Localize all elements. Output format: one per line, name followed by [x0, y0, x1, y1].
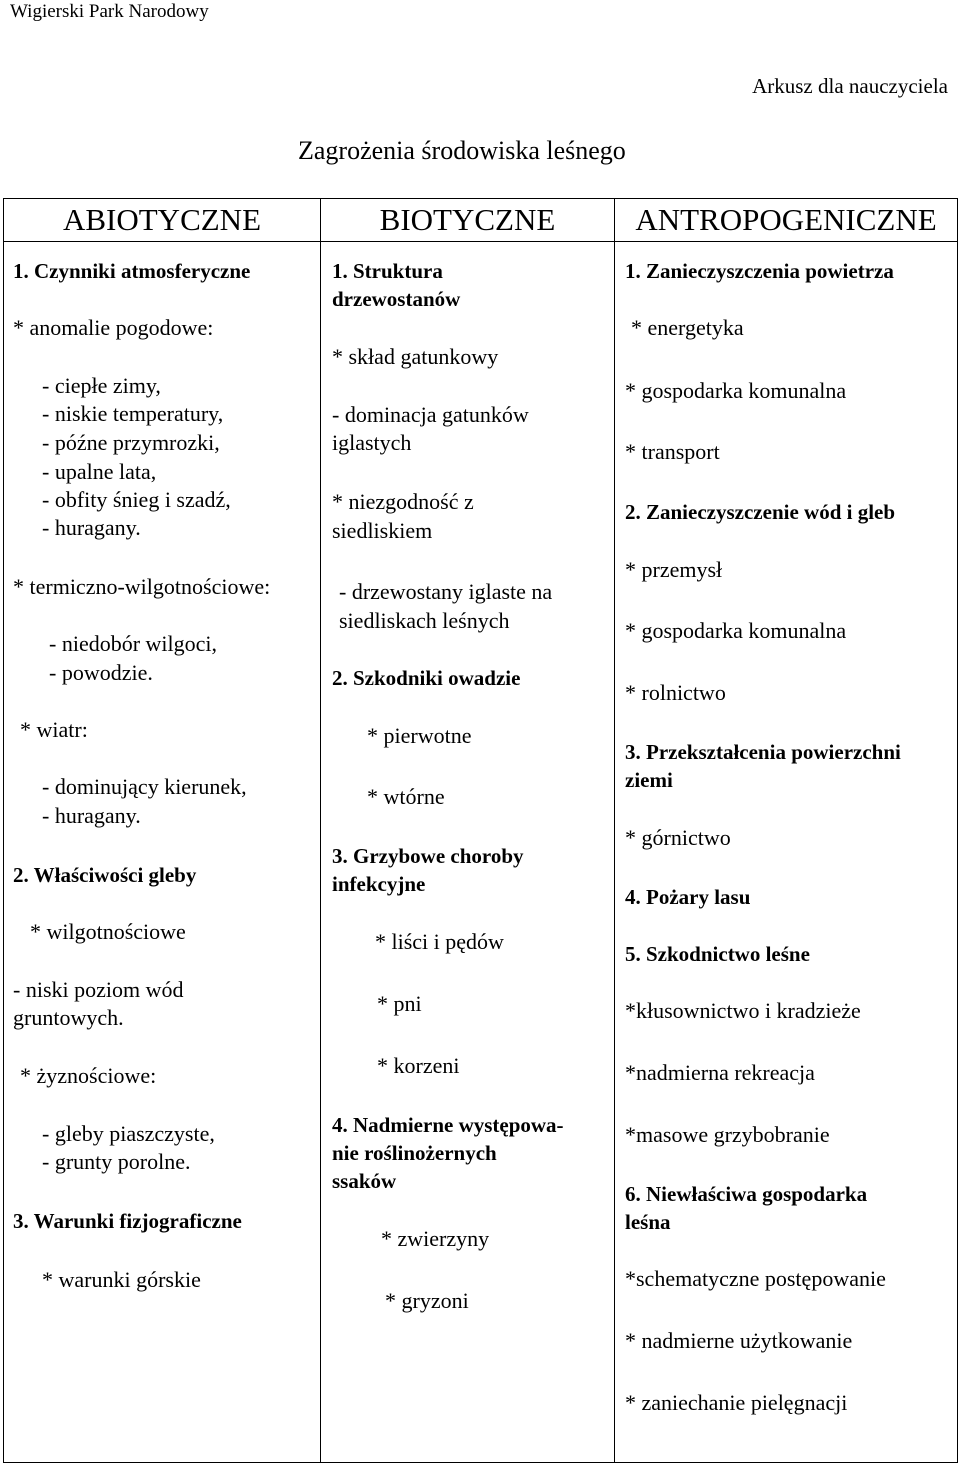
section-heading-1-struktura: 1. Struktura	[332, 259, 443, 283]
list-item-energetyka: * energetyka	[631, 315, 744, 340]
list-item-rolnictwo: * rolnictwo	[625, 680, 726, 705]
section-heading-nie-roslinozernych: nie roślinożernych	[332, 1141, 497, 1165]
column-heading-biotic: BIOTYCZNE	[321, 199, 615, 242]
list-item-sklad-gatunkowy: * skład gatunkowy	[332, 344, 499, 369]
section-heading-5-szkodnictwo-lesne: 5. Szkodnictwo leśne	[625, 942, 810, 966]
section-heading-lesna: leśna	[625, 1210, 671, 1234]
anthropogenic-cell	[615, 242, 958, 1463]
park-name: Wigierski Park Narodowy	[10, 1, 209, 22]
list-item-nadmierne-uzytkowanie: * nadmierne użytkowanie	[625, 1328, 853, 1353]
biotic-cell	[321, 242, 615, 1463]
list-item-klusownictwo-i-kradzieze: *kłusownictwo i kradzieże	[625, 998, 861, 1023]
abiotic-list	[4, 242, 320, 1462]
list-item-nadmierna-rekreacja: *nadmierna rekreacja	[625, 1060, 815, 1085]
list-item-huragany: - huragany.	[42, 803, 141, 828]
column-heading-anthropogenic: ANTROPOGENICZNE	[615, 199, 958, 242]
list-item-cieple-zimy: - ciepłe zimy,	[42, 373, 161, 398]
section-heading-2-zanieczyszczenie-wod-i-gleb: 2. Zanieczyszczenie wód i gleb	[625, 500, 896, 524]
section-heading-3-grzybowe-choroby: 3. Grzybowe choroby	[332, 844, 524, 868]
list-item-niedobor-wilgoci: - niedobór wilgoci,	[49, 631, 218, 656]
list-item-gornictwo: * górnictwo	[625, 825, 731, 850]
section-heading-1-zanieczyszczenia-powietrza: 1. Zanieczyszczenia powietrza	[625, 259, 894, 283]
section-heading-ziemi: ziemi	[625, 768, 673, 792]
list-item-pni: * pni	[377, 991, 422, 1016]
list-item-zwierzyny: * zwierzyny	[381, 1226, 490, 1251]
list-item-niskie-temperatury: - niskie temperatury,	[42, 401, 224, 426]
list-item-pozne-przymrozki: - późne przymrozki,	[42, 430, 220, 455]
list-item-upalne-lata: - upalne lata,	[42, 459, 157, 484]
list-item-pierwotne: * pierwotne	[367, 723, 472, 748]
table-body-row	[4, 242, 958, 1463]
abiotic-cell	[4, 242, 321, 1463]
list-item-zyznosciowe: * żyznościowe:	[20, 1063, 157, 1088]
list-item-drzewostany-iglaste-na: - drzewostany iglaste na	[339, 579, 553, 604]
list-item-przemysl: * przemysł	[625, 557, 723, 582]
list-item-korzeni: * korzeni	[377, 1053, 460, 1078]
section-heading-1-czynniki-atmosferyczne: 1. Czynniki atmosferyczne	[13, 259, 251, 283]
list-item-grunty-porolne: - grunty porolne.	[42, 1149, 191, 1174]
list-item-anomalie-pogodowe: * anomalie pogodowe:	[13, 315, 214, 340]
section-heading-6-niewlasciwa-gospodarka: 6. Niewłaściwa gospodarka	[625, 1182, 868, 1206]
list-item-siedliskiem: siedliskiem	[332, 518, 433, 543]
list-item-dominujacy-kierunek: - dominujący kierunek,	[42, 774, 247, 799]
list-item-warunki-gorskie: * warunki górskie	[42, 1267, 201, 1292]
list-item-schematyczne-postepowanie: *schematyczne postępowanie	[625, 1266, 886, 1291]
list-item-lisci-i-pedow: * liści i pędów	[375, 929, 504, 954]
column-heading-abiotic: ABIOTYCZNE	[4, 199, 321, 242]
list-item-wtorne: * wtórne	[367, 784, 445, 809]
list-item-gospodarka-komunalna: * gospodarka komunalna	[625, 618, 847, 643]
list-item-iglastych: iglastych	[332, 430, 412, 455]
list-item-powodzie: - powodzie.	[49, 660, 153, 685]
list-item-gospodarka-komunalna: * gospodarka komunalna	[625, 378, 847, 403]
anthropogenic-list	[615, 242, 957, 1462]
list-item-gleby-piaszczyste: - gleby piaszczyste,	[42, 1121, 215, 1146]
list-item-siedliskach-lesnych: siedliskach leśnych	[339, 608, 510, 633]
list-item-termiczno-wilgotnosciowe: * termiczno-wilgotnościowe:	[13, 574, 271, 599]
section-heading-drzewostanow: drzewostanów	[332, 287, 461, 311]
list-item-gryzoni: * gryzoni	[385, 1288, 469, 1313]
list-item-zaniechanie-pielegnacji: * zaniechanie pielęgnacji	[625, 1390, 848, 1415]
section-heading-4-nadmierne-wystepowa: 4. Nadmierne występowa-	[332, 1113, 564, 1137]
section-heading-3-przeksztalcenia-powierzchni: 3. Przekształcenia powierzchni	[625, 740, 901, 764]
threats-table	[3, 198, 958, 1463]
list-item-huragany: - huragany.	[42, 515, 141, 540]
list-item-gruntowych: gruntowych.	[13, 1005, 124, 1030]
list-item-wilgotnosciowe: * wilgotnościowe	[30, 919, 186, 944]
list-item-wiatr: * wiatr:	[20, 717, 88, 742]
list-item-masowe-grzybobranie: *masowe grzybobranie	[625, 1122, 830, 1147]
section-heading-ssakow: ssaków	[332, 1169, 397, 1193]
document-title: Zagrożenia środowiska leśnego	[298, 136, 626, 165]
list-item-transport: * transport	[625, 439, 720, 464]
section-heading-infekcyjne: infekcyjne	[332, 872, 426, 896]
biotic-list	[321, 242, 614, 1462]
list-item-obfity-snieg-i-szadz: - obfity śnieg i szadź,	[42, 487, 231, 512]
section-heading-3-warunki-fizjograficzne: 3. Warunki fizjograficzne	[13, 1209, 242, 1233]
list-item-niezgodnosc-z: * niezgodność z	[332, 489, 474, 514]
table-header-row	[4, 199, 958, 242]
section-heading-2-wlasciwosci-gleby: 2. Właściwości gleby	[13, 863, 197, 887]
section-heading-2-szkodniki-owadzie: 2. Szkodniki owadzie	[332, 666, 521, 690]
list-item-dominacja-gatunkow: - dominacja gatunków	[332, 402, 529, 427]
sheet-label: Arkusz dla nauczyciela	[752, 74, 948, 98]
section-heading-4-pozary-lasu: 4. Pożary lasu	[625, 885, 751, 909]
list-item-niski-poziom-wod: - niski poziom wód	[13, 977, 184, 1002]
